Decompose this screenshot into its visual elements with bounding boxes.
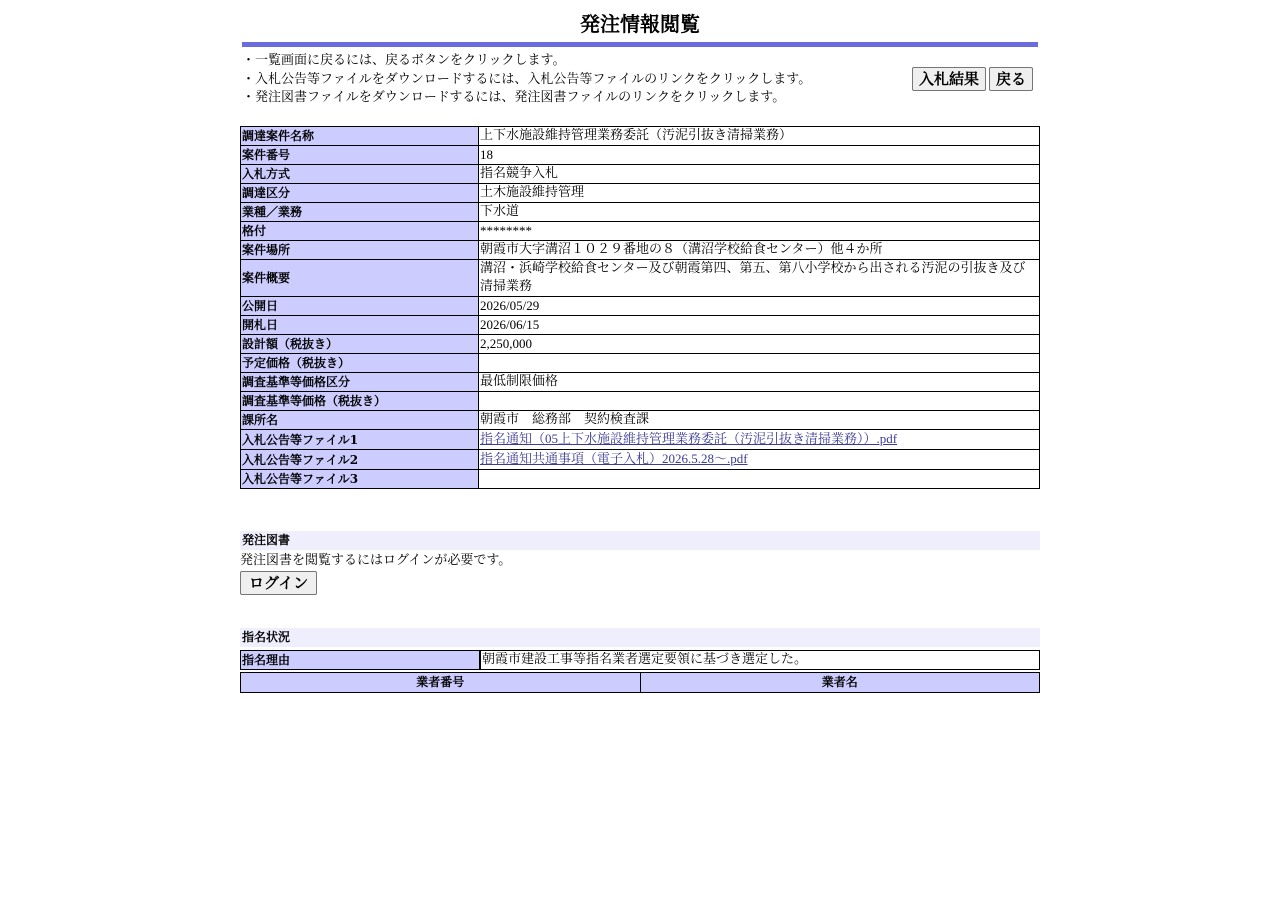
login-required-message: 発注図書を閲覧するにはログインが必要です。 — [240, 553, 512, 568]
table-row — [241, 450, 1040, 470]
table-row — [241, 203, 1040, 222]
login-button[interactable]: ログイン — [240, 571, 317, 595]
field-label: 入札方式 — [241, 165, 479, 184]
page-title: 発注情報閲覧 — [580, 12, 700, 36]
field-label: 業種／業務 — [241, 203, 479, 222]
field-label: 調達区分 — [241, 184, 479, 203]
field-value — [479, 430, 1040, 450]
table-row — [241, 335, 1040, 354]
field-value: 朝霞市建設工事等指名業者選定要領に基づき選定した。 — [480, 650, 1040, 670]
table-row — [241, 222, 1040, 241]
nomination-reason-table — [240, 650, 1040, 670]
table-header-row — [241, 673, 1040, 693]
field-label: 案件場所 — [241, 241, 479, 260]
table-row — [241, 392, 1040, 411]
instruction-list — [242, 52, 882, 108]
field-value: 指名競争入札 — [479, 165, 1040, 184]
field-label: 入札公告等ファイル2 — [241, 450, 479, 470]
field-value: 土木施設維持管理 — [479, 184, 1040, 203]
field-label: 予定価格（税抜き） — [241, 354, 479, 373]
instruction-item: ・一覧画面に戻るには、戻るボタンをクリックします。 — [242, 53, 566, 68]
table-row — [241, 165, 1040, 184]
field-value: 最低制限価格 — [479, 373, 1040, 392]
field-value — [479, 392, 1040, 411]
table-row — [241, 241, 1040, 260]
field-value: 2026/06/15 — [479, 316, 1040, 335]
column-header-vendor-number: 業者番号 — [241, 673, 641, 693]
table-row — [241, 430, 1040, 450]
order-docs-heading: 発注図書 — [240, 531, 1040, 550]
top-button-group — [912, 67, 1033, 91]
field-value — [479, 354, 1040, 373]
field-label: 指名理由 — [240, 650, 480, 670]
notice-file-link-1[interactable]: 指名通知（05上下水施設維持管理業務委託（汚泥引抜き清掃業務））.pdf — [480, 431, 898, 446]
back-button[interactable]: 戻る — [989, 67, 1033, 91]
table-row — [241, 146, 1040, 165]
vendor-table — [240, 672, 1040, 693]
table-row — [241, 297, 1040, 316]
procurement-detail-table — [240, 126, 1040, 489]
field-label: 入札公告等ファイル1 — [241, 430, 479, 450]
field-label: 調達案件名称 — [241, 127, 479, 146]
field-value — [479, 470, 1040, 489]
field-value: ******** — [479, 222, 1040, 241]
table-row — [241, 373, 1040, 392]
field-label: 課所名 — [241, 411, 479, 430]
instruction-item: ・入札公告等ファイルをダウンロードするには、入札公告等ファイルのリンクをクリックします。 — [242, 71, 812, 87]
field-label: 入札公告等ファイル3 — [241, 470, 479, 489]
table-row — [241, 470, 1040, 489]
field-value: 上下水施設維持管理業務委託（汚泥引抜き清掃業務） — [479, 127, 1040, 146]
field-value — [479, 450, 1040, 470]
field-label: 設計額（税抜き） — [241, 335, 479, 354]
field-label: 調査基準等価格区分 — [241, 373, 479, 392]
field-label: 調査基準等価格（税抜き） — [241, 392, 479, 411]
field-label: 開札日 — [241, 316, 479, 335]
instruction-item: ・発注図書ファイルをダウンロードするには、発注図書ファイルのリンクをクリックします。 — [242, 90, 786, 105]
table-row — [240, 650, 1040, 670]
field-value: 朝霞市 総務部 契約検査課 — [479, 411, 1040, 430]
table-row — [241, 316, 1040, 335]
field-label: 案件概要 — [241, 260, 479, 297]
field-value: 18 — [479, 146, 1040, 165]
field-label: 案件番号 — [241, 146, 479, 165]
notice-file-link-2[interactable]: 指名通知共通事項（電子入札）2026.5.28～.pdf — [480, 451, 748, 466]
table-row — [241, 184, 1040, 203]
title-divider — [242, 42, 1038, 47]
table-row — [241, 127, 1040, 146]
table-row — [241, 354, 1040, 373]
field-label: 格付 — [241, 222, 479, 241]
column-header-vendor-name: 業者名 — [640, 673, 1040, 693]
field-value: 2026/05/29 — [479, 297, 1040, 316]
table-row — [241, 411, 1040, 430]
field-label: 公開日 — [241, 297, 479, 316]
nomination-heading: 指名状況 — [240, 628, 1040, 647]
field-value: 朝霞市大字溝沼１０２９番地の８（溝沼学校給食センター）他４か所 — [479, 241, 1040, 260]
field-value: 2,250,000 — [479, 335, 1040, 354]
field-value: 下水道 — [479, 203, 1040, 222]
field-value: 溝沼・浜崎学校給食センター及び朝霞第四、第五、第八小学校から出される汚泥の引抜き及び清掃業務 — [479, 260, 1040, 297]
table-row — [241, 260, 1040, 297]
bid-result-button[interactable]: 入札結果 — [912, 67, 986, 91]
